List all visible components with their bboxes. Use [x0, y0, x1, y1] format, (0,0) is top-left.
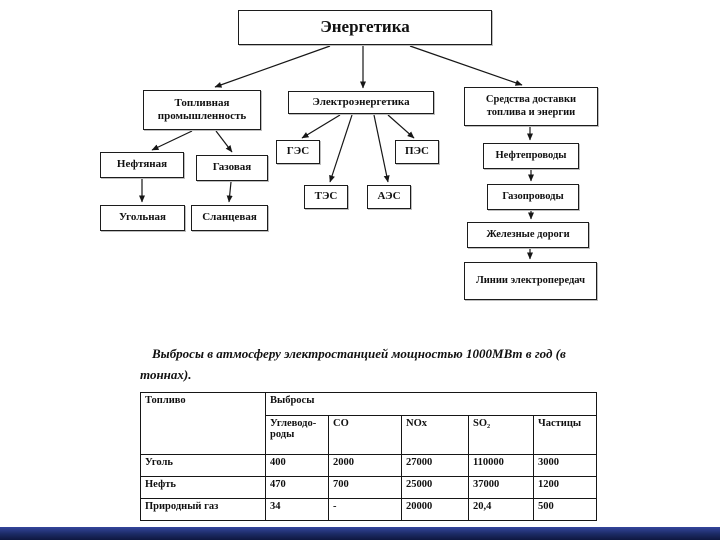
node-label: Топливная промышленность: [157, 96, 247, 122]
node-label: Линии электропередач: [475, 274, 586, 286]
node-coal-industry: [100, 205, 185, 231]
node-label: Газопроводы: [502, 190, 564, 202]
node-label: Железные дороги: [486, 228, 570, 240]
node-tidal-plant: [395, 140, 439, 164]
value-cell: 400: [266, 455, 329, 477]
node-gas-industry: [196, 155, 268, 181]
node-label: Нефтепроводы: [495, 149, 567, 161]
node-railways: [467, 222, 589, 248]
node-thermal-plant: [304, 185, 348, 209]
node-label: Средства доставки топлива и энергии: [485, 93, 577, 118]
table-caption: [140, 344, 610, 386]
node-oil-pipelines: [483, 143, 579, 169]
col-header-co: CO: [329, 416, 402, 455]
col-header-hydrocarbons: Углеводо-роды: [266, 416, 329, 455]
value-cell: 700: [329, 477, 402, 499]
node-label: Электроэнергетика: [312, 95, 410, 108]
value-cell: 500: [534, 499, 597, 521]
emissions-group-header: Выбросы: [266, 393, 597, 416]
table-row-coal: [141, 455, 597, 477]
value-cell: 20,4: [469, 499, 534, 521]
node-fuel-industry: [143, 90, 261, 130]
fuel-name: Природный газ: [141, 499, 266, 521]
node-power-lines: [464, 262, 597, 300]
value-cell: 27000: [402, 455, 469, 477]
value-cell: 37000: [469, 477, 534, 499]
node-nuclear-plant: [367, 185, 411, 209]
node-label: ПЭС: [405, 145, 429, 158]
fuel-name: Нефть: [141, 477, 266, 499]
node-label: Энергетика: [320, 17, 410, 37]
value-cell: 25000: [402, 477, 469, 499]
fuel-column-header: Топливо: [141, 393, 266, 455]
node-hydro-plant: [276, 140, 320, 164]
col-header-particles: Частицы: [534, 416, 597, 455]
col-header-so2: SO₂: [469, 416, 534, 455]
caption-line-2: тоннах).: [140, 366, 192, 382]
node-gas-pipelines: [487, 184, 579, 210]
emissions-table: [140, 392, 597, 521]
table-row-oil: [141, 477, 597, 499]
slide-footer-bar: [0, 527, 720, 540]
node-label: Сланцевая: [202, 211, 257, 224]
value-cell: 20000: [402, 499, 469, 521]
node-oil-industry: [100, 152, 184, 178]
node-delivery-means: [464, 87, 598, 126]
node-label: Газовая: [212, 161, 252, 174]
node-label: ТЭС: [314, 190, 338, 203]
value-cell: -: [329, 499, 402, 521]
value-cell: 110000: [469, 455, 534, 477]
value-cell: 3000: [534, 455, 597, 477]
value-cell: 1200: [534, 477, 597, 499]
caption-line-1: Выбросы в атмосферу электростанцией мощностью 1000МВт в год (в: [152, 346, 566, 361]
fuel-name: Уголь: [141, 455, 266, 477]
value-cell: 470: [266, 477, 329, 499]
col-header-nox: NOx: [402, 416, 469, 455]
node-label: ГЭС: [286, 145, 310, 158]
node-label: Угольная: [118, 211, 167, 224]
value-cell: 34: [266, 499, 329, 521]
node-shale-industry: [191, 205, 268, 231]
value-cell: 2000: [329, 455, 402, 477]
node-label: Нефтяная: [116, 158, 168, 171]
node-electric-power: [288, 91, 434, 114]
node-energetics-root: [238, 10, 492, 45]
table-row-natural-gas: [141, 499, 597, 521]
node-label: АЭС: [377, 190, 401, 203]
